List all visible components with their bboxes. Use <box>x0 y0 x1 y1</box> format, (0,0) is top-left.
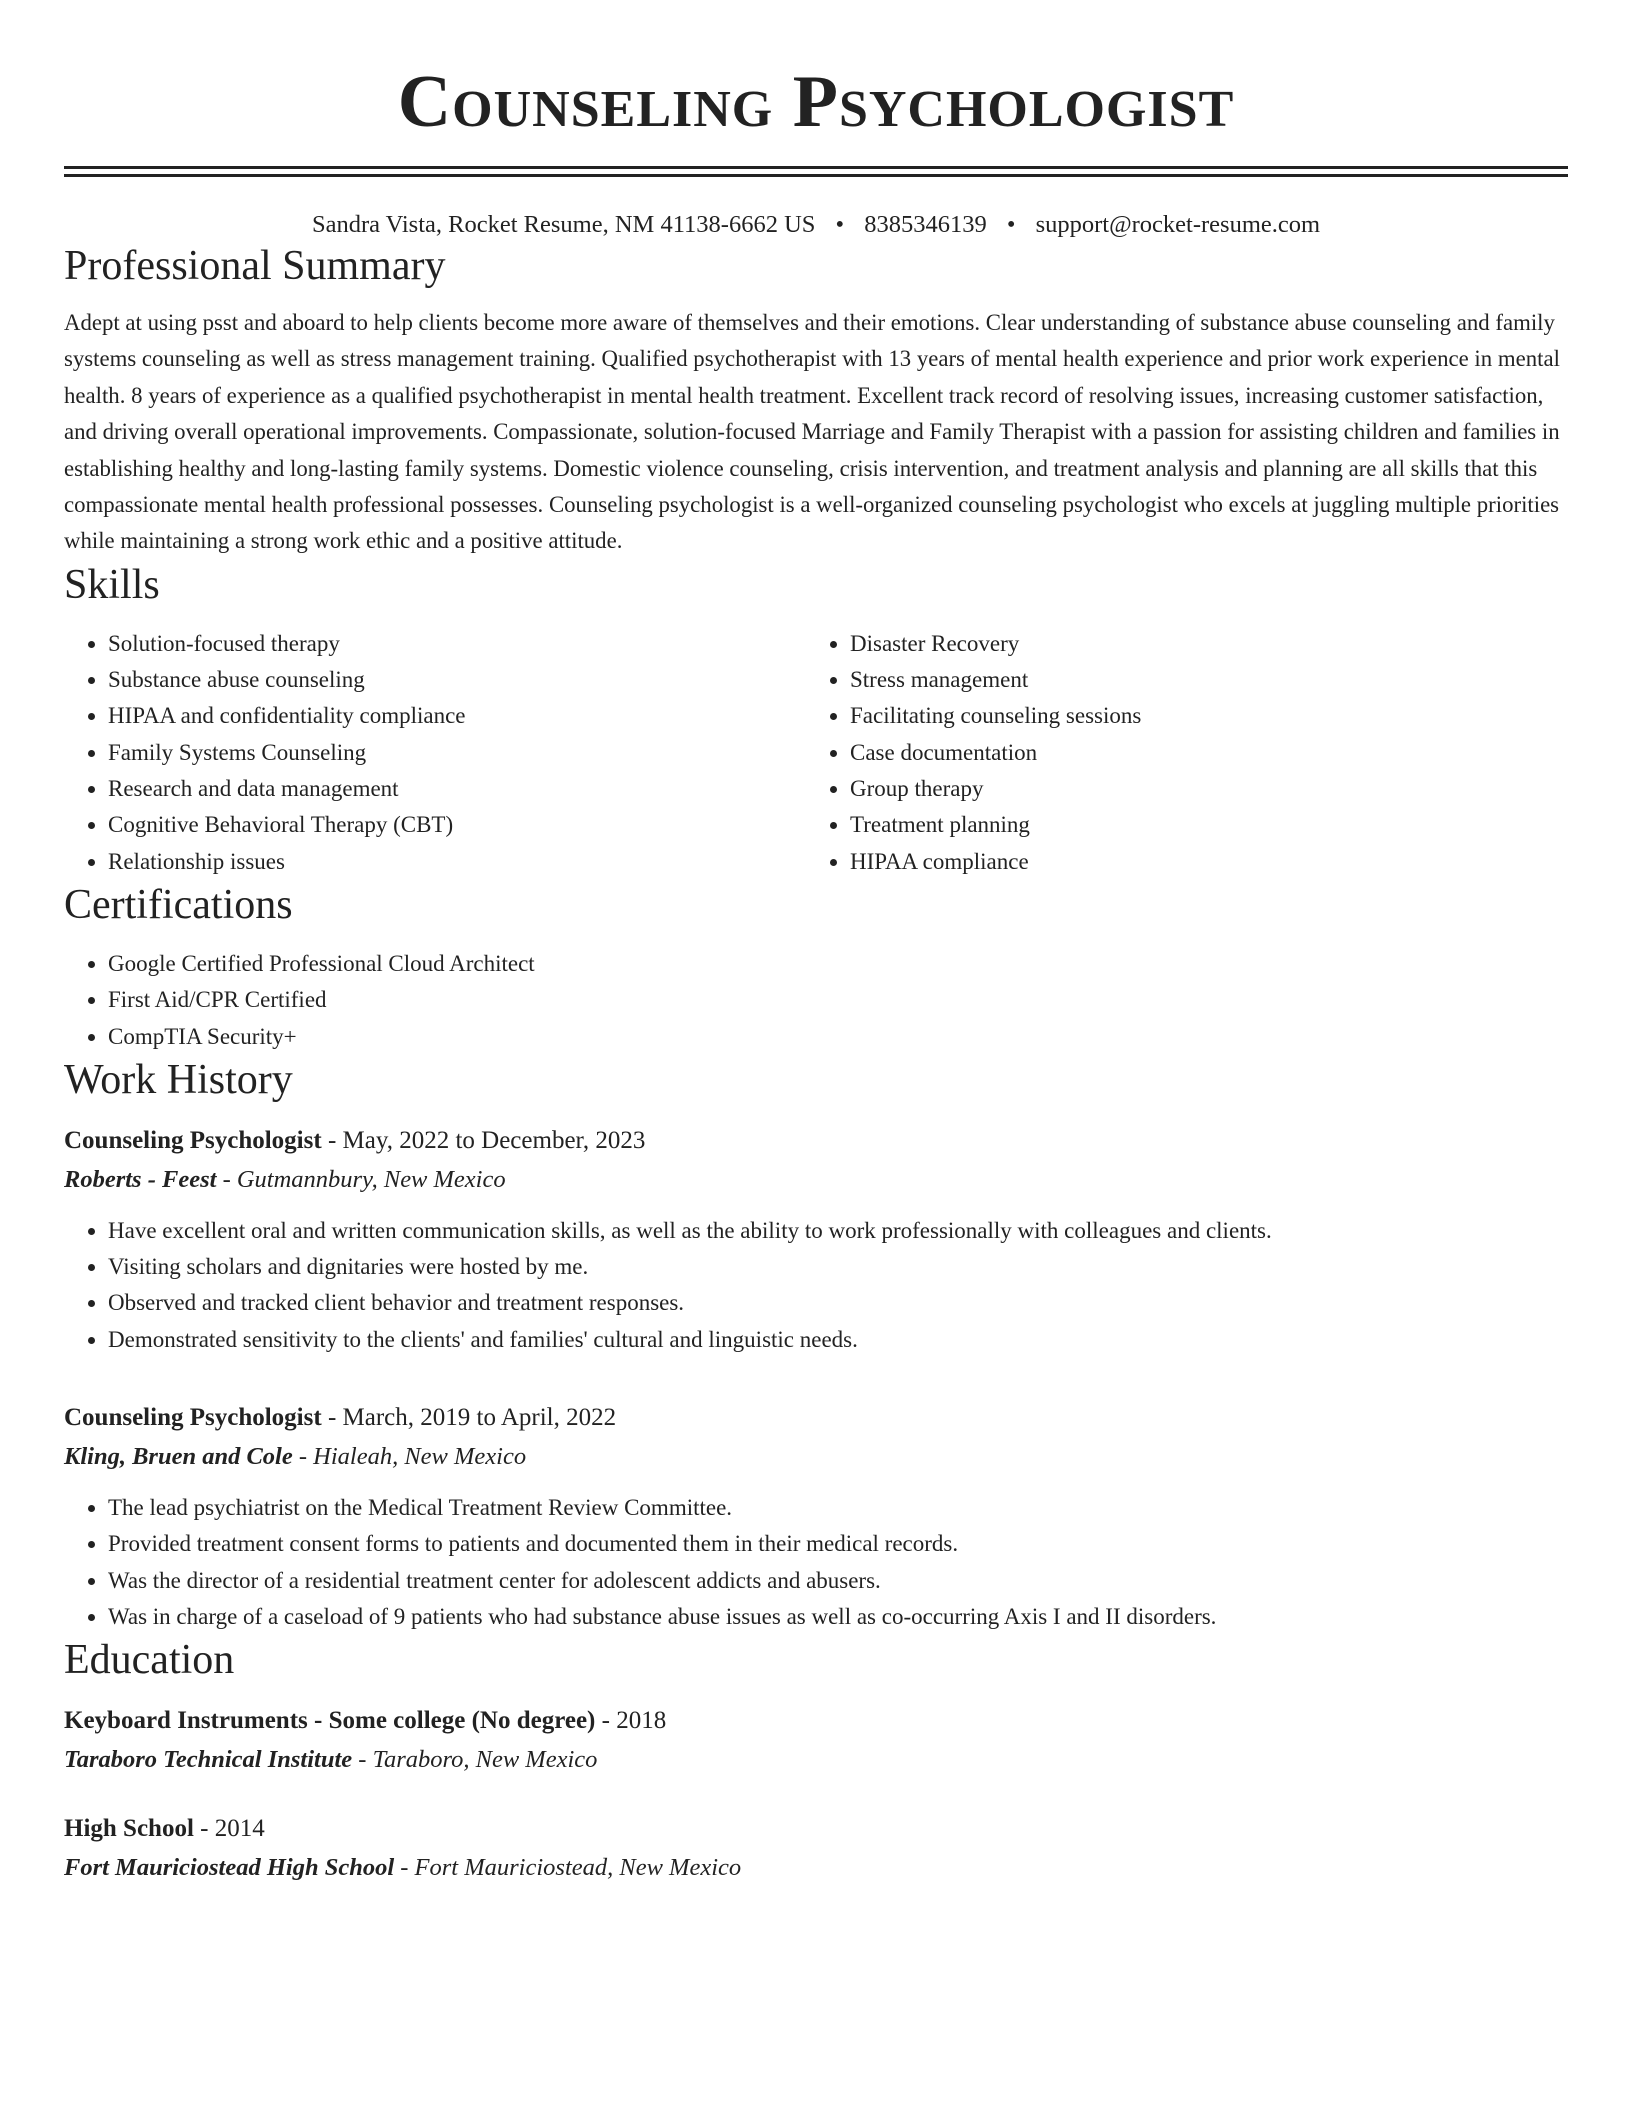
skills-columns <box>64 626 1568 880</box>
work-history-heading: Work History <box>64 1056 293 1103</box>
contact-line <box>64 209 1568 241</box>
contact-email: support@rocket-resume.com <box>1035 211 1321 238</box>
job-title-line <box>64 1121 1568 1161</box>
contact-phone: 8385346139 <box>864 211 987 238</box>
resume-title: Counseling Psychologist <box>397 61 1235 143</box>
certifications-heading: Certifications <box>64 881 293 928</box>
education-heading: Education <box>64 1637 235 1684</box>
job-location: - Gutmannbury, New Mexico <box>216 1165 506 1193</box>
education-entry <box>64 1809 1568 1887</box>
job-title: Counseling Psychologist <box>64 1126 322 1154</box>
job-company-line <box>64 1161 1568 1199</box>
certification-item: • CompTIA Security+ <box>108 1019 1568 1055</box>
skill-item: • HIPAA and confidentiality compliance <box>108 698 806 734</box>
job-company: Kling, Bruen and Cole <box>64 1443 293 1470</box>
job-bullet: • Observed and tracked client behavior and treatment responses. <box>108 1285 1568 1321</box>
title-divider <box>64 166 1568 177</box>
job-dates: - March, 2019 to April, 2022 <box>321 1404 617 1431</box>
skill-item: • Case documentation <box>850 735 1548 771</box>
education-school: Fort Mauriciostead High School <box>64 1854 395 1882</box>
skill-item: • Group therapy <box>850 771 1548 807</box>
job-company: Roberts - Feest <box>64 1165 217 1193</box>
job-bullet: • Visiting scholars and dignitaries were hosted by me. <box>108 1249 1568 1285</box>
certification-item: • First Aid/CPR Certified <box>108 982 1568 1018</box>
education-year: - 2014 <box>193 1815 265 1843</box>
job-entry <box>64 1121 1568 1358</box>
education-school-line <box>64 1849 1568 1887</box>
skill-item: • HIPAA compliance <box>850 844 1548 880</box>
education-school: Taraboro Technical Institute <box>64 1746 353 1774</box>
skills-heading: Skills <box>64 561 160 608</box>
certifications-list <box>64 946 1568 1055</box>
job-location: - Hialeah, New Mexico <box>292 1443 527 1470</box>
education-degree-line <box>64 1701 1568 1741</box>
education-location: - Taraboro, New Mexico <box>352 1746 598 1774</box>
job-bullets <box>64 1213 1568 1358</box>
job-bullet: • Have excellent oral and written communication skills, as well as the ability to work professionally with colleagues and clients. <box>108 1213 1568 1249</box>
education-school-line <box>64 1741 1568 1779</box>
skill-item: • Treatment planning <box>850 807 1548 843</box>
job-bullet: • Was the director of a residential treatment center for adolescent addicts and abusers. <box>108 1563 1568 1599</box>
skill-item: • Solution-focused therapy <box>108 626 806 662</box>
skill-item: • Stress management <box>850 662 1548 698</box>
education-entry <box>64 1701 1568 1779</box>
certification-item: • Google Certified Professional Cloud Architect <box>108 946 1568 982</box>
contact-separator: • <box>1006 211 1016 238</box>
skills-column-right <box>806 626 1548 880</box>
job-title-line <box>64 1398 1568 1438</box>
job-bullet: • Demonstrated sensitivity to the clients' and families' cultural and linguistic needs. <box>108 1322 1568 1358</box>
job-bullet: • Was in charge of a caseload of 9 patients who had substance abuse issues as well as co-occurring Axis I and II disorders. <box>108 1599 1568 1635</box>
job-bullet: • The lead psychiatrist on the Medical Treatment Review Committee. <box>108 1490 1568 1526</box>
job-bullets <box>64 1490 1568 1635</box>
skills-list-left <box>64 626 806 880</box>
skill-item: • Family Systems Counseling <box>108 735 806 771</box>
job-bullet: • Provided treatment consent forms to patients and documented them in their medical records. <box>108 1526 1568 1562</box>
skills-list-right <box>806 626 1548 880</box>
skill-item: • Disaster Recovery <box>850 626 1548 662</box>
skill-item: • Research and data management <box>108 771 806 807</box>
contact-separator: • <box>835 211 845 238</box>
education-location: - Fort Mauriciostead, New Mexico <box>394 1854 742 1882</box>
skill-item: • Relationship issues <box>108 844 806 880</box>
education-degree-line <box>64 1809 1568 1849</box>
skill-item: • Cognitive Behavioral Therapy (CBT) <box>108 807 806 843</box>
job-entry <box>64 1398 1568 1635</box>
education-year: - 2018 <box>595 1707 667 1735</box>
summary-text: Adept at using psst and aboard to help clients become more aware of themselves and their emotions. Clear understanding of substance abuse counseling and family systems counseling as well as stress management training. Qualified psychotherapist with 13 years of mental health experience and prior work experience in mental health. 8 years of experience as a qualified psychotherapist in mental health treatment. Excellent track record of resolving issues, increasing customer satisfaction, and driving overall operational improvements. Compassionate, solution-focused Marriage and Family Therapist with a passion for assisting children and families in establishing healthy and long-lasting family systems. Domestic violence counseling, crisis intervention, and treatment analysis and planning are all skills that this compassionate mental health professional possesses. Counseling psychologist is a well-organized counseling psychologist who excels at juggling multiple priorities while maintaining a strong work ethic and a positive attitude. <box>64 310 1560 554</box>
education-degree: Keyboard Instruments - Some college (No degree) <box>64 1707 596 1735</box>
summary-heading: Professional Summary <box>64 243 446 289</box>
skill-item: • Facilitating counseling sessions <box>850 698 1548 734</box>
contact-address: Sandra Vista, Rocket Resume, NM 41138-6662 US <box>311 211 816 238</box>
education-degree: High School <box>64 1815 194 1843</box>
skill-item: • Substance abuse counseling <box>108 662 806 698</box>
job-dates: - May, 2022 to December, 2023 <box>321 1126 646 1154</box>
job-title: Counseling Psychologist <box>64 1404 322 1431</box>
skills-column-left <box>64 626 806 880</box>
job-company-line <box>64 1438 1568 1476</box>
